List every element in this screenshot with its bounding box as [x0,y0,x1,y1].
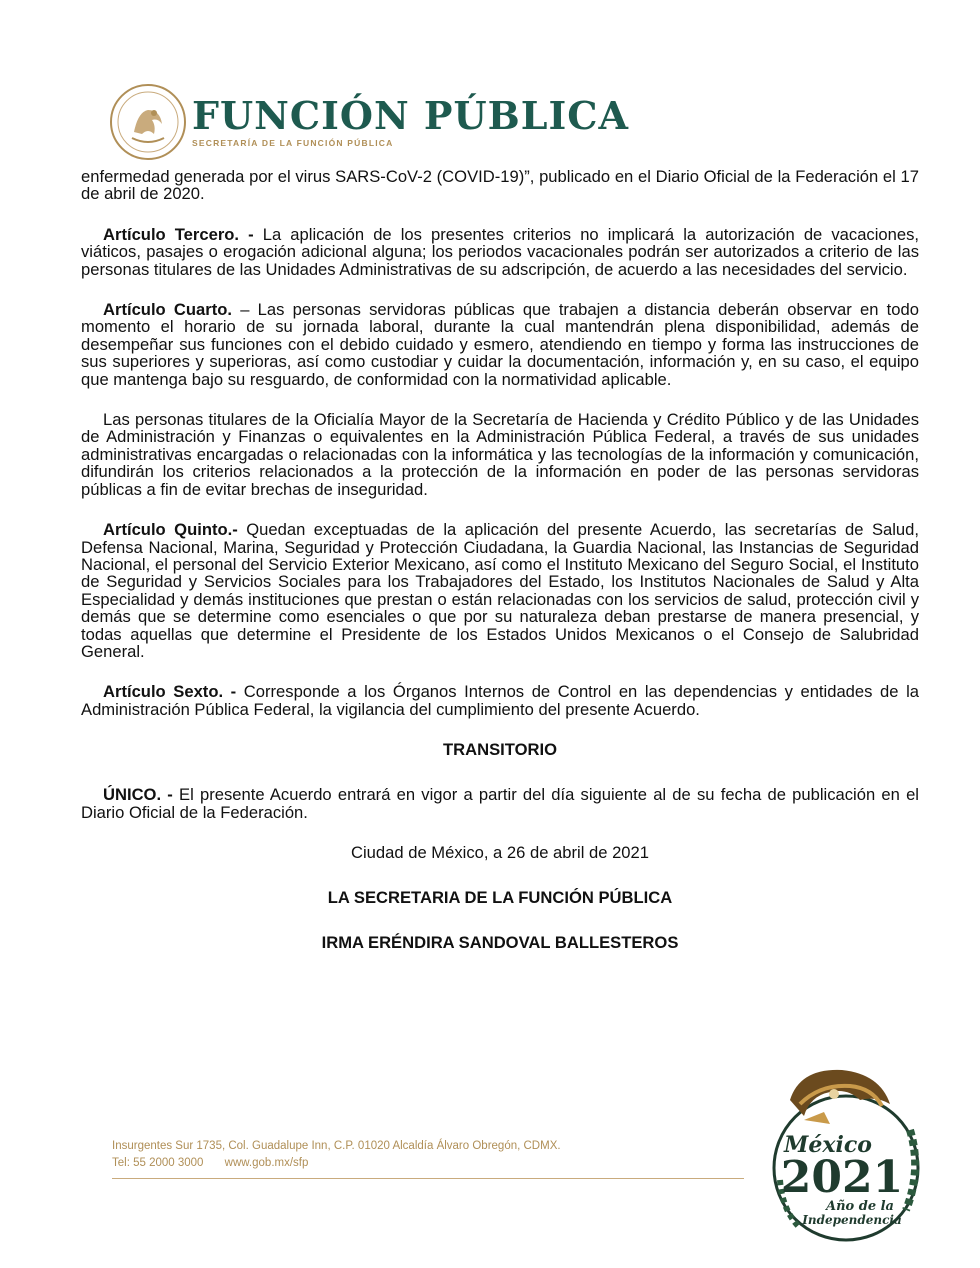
articulo-quinto [81,521,919,660]
article-label: Artículo Cuarto. [103,300,232,320]
document-body [81,168,919,979]
articulo-tercero [81,226,919,278]
mexican-coat-of-arms-seal-icon [108,82,188,162]
articulo-unico [81,786,919,821]
transitorio-heading: TRANSITORIO [442,740,557,760]
article-label: Artículo Tercero. - [103,224,254,244]
paragraph-continuation: enfermedad generada por el virus SARS-CoV-2 (COVID-19)”, publicado en el Diario Oficial de la Federación el 17 de abril de 2020. [81,167,919,204]
footer-web: www.gob.mx/sfp [224,1157,309,1169]
emblem-ano-text: Año de la [826,1199,894,1214]
letterhead [108,82,629,162]
footer-contact [112,1138,561,1172]
place-date: Ciudad de México, a 26 de abril de 2021 [351,842,649,862]
article-text: La aplicación de los presentes criterios no implicará la autorización de vacaciones, viáticos, pasajes o erogación adicional alguna; los periodos vacacionales podrán ser autorizados a criterio de las personas titulares de las Unidades Administrativas de su adscripción, de acuerdo a las necesidades del servicio. [81,224,919,279]
brand-title: FUNCIÓN PÚBLICA [192,93,629,138]
footer-divider [112,1178,744,1179]
emblem-year-text: 2021 [780,1152,904,1203]
mexico-2021-emblem-icon [760,1060,925,1245]
article-text: Corresponde a los Órganos Internos de Control en las dependencias y entidades de la Administración Pública Federal, la vigilancia del cumplimiento del presente Acuerdo. [81,682,919,719]
article-label: Artículo Sexto. - [103,682,237,702]
footer-phone: Tel: 55 2000 3000 [112,1157,204,1169]
brand-subtitle: SECRETARÍA DE LA FUNCIÓN PÚBLICA [192,138,394,148]
articulo-cuarto [81,301,919,388]
footer-row [112,1155,561,1172]
signer-title: LA SECRETARIA DE LA FUNCIÓN PÚBLICA [327,887,673,907]
article-label: Artículo Quinto.- [103,520,238,540]
footer-address: Insurgentes Sur 1735, Col. Guadalupe Inn, C.P. 01020 Alcaldía Álvaro Obregón, CDMX. [112,1140,561,1152]
article-label: ÚNICO. - [103,785,173,805]
paragraph-oficialia-mayor: Las personas titulares de la Oficialía Mayor de la Secretaría de Hacienda y Crédito Público y de las Unidades de Administración y Finanzas o equivalentes en la Administración Pública Federal, a través de sus unidades administrativas encargadas o relacionadas con la informática y las tecnologías de la información y comunicación, difundirán los criterios relacionados a la protección de la información en poder de las personas servidoras públicas a fin de evitar brechas de inseguridad. [81,410,919,499]
articulo-sexto [81,683,919,718]
article-text: Quedan exceptuadas de la aplicación del presente Acuerdo, las secretarías de Salud, Defensa Nacional, Marina, Seguridad y Protección Ciudadana, la Guardia Nacional, las Instancias de Seguridad Nacional, el personal del Servicio Exterior Mexicano, así como el Instituto Mexicano del Seguro Social, el Instituto de Seguridad y Servicios Sociales para los Trabajadores del Estado, los Institutos Nacionales de Salud y Alta Especialidad y demás instituciones que prestan o están relacionadas con los servicios de salud, protección civil y demás que se determine como esenciales o que por su naturaleza deban prestarse de manera presencial, y todas aquellas que determine el Presidente de los Estados Unidos Mexicanos o el Consejo de Salubridad General. [81,520,920,661]
brand-block [192,93,629,148]
emblem-mexico-text: México [784,1132,872,1158]
article-text: – Las personas servidoras públicas que trabajen a distancia deberán observar en todo momento el horario de su jornada laboral, durante la cual mantendrán plena disponibilidad, además de desempeñar sus funciones con el debido cuidado y esmero, atendiendo en tiempo y forma las instrucciones de sus superiores y superioras, así como custodiar y cuidar la documentación, información y, en su caso, el equipo que mantenga bajo su resguardo, de conformidad con la normatividad aplicable. [81,300,919,389]
emblem-independencia-text: Independencia [802,1213,902,1227]
article-text: El presente Acuerdo entrará en vigor a partir del día siguiente al de su fecha de publicación en el Diario Oficial de la Federación. [81,785,919,822]
signer-name: IRMA ERÉNDIRA SANDOVAL BALLESTEROS [321,932,679,952]
